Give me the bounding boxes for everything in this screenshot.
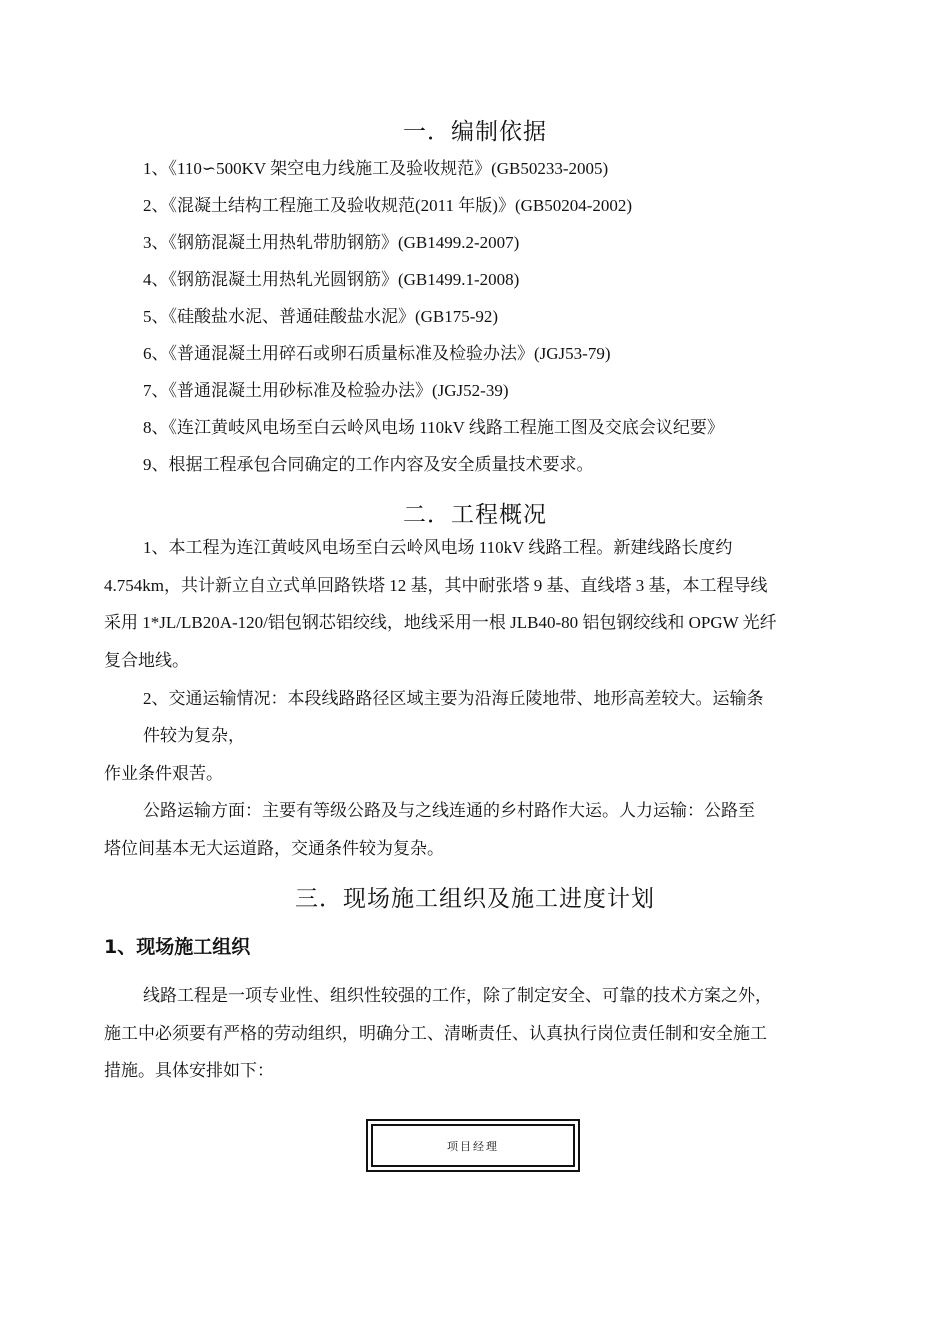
org-chart-box-inner-border <box>371 1124 575 1167</box>
org-chart-project-manager-box <box>366 1119 580 1172</box>
section-title-overview: 二．工程概况 <box>403 502 547 528</box>
organization-p1-line-3: 措施。具体安排如下： <box>104 1061 274 1080</box>
overview-p3-line-1: 公路运输方面：主要有等级公路及与之线连通的乡村路作大运。人力运输：公路至 <box>143 801 755 820</box>
overview-p2-line-3: 作业条件艰苦。 <box>104 764 223 783</box>
basis-item-2: 2、《混凝土结构工程施工及验收规范(2011 年版)》(GB50204-2002) <box>143 196 633 215</box>
overview-p1-line-3: 采用 1*JL/LB20A-120/铝包钢芯铝绞线，地线采用一根 JLB40-80 铝包钢绞线和 OPGW 光纤 <box>104 613 777 632</box>
basis-item-3: 3、《钢筋混凝土用热轧带肋钢筋》(GB1499.2-2007) <box>143 233 520 252</box>
basis-item-5: 5、《硅酸盐水泥、普通硅酸盐水泥》(GB175-92) <box>143 307 499 326</box>
organization-p1-line-2: 施工中必须要有严格的劳动组织，明确分工、清晰责任、认真执行岗位责任制和安全施工 <box>104 1024 767 1043</box>
overview-p1-line-1: 1、本工程为连江黄岐风电场至白云岭风电场 110kV 线路工程。新建线路长度约 <box>143 538 733 557</box>
basis-item-1: 1、《110∽500KV 架空电力线施工及验收规范》(GB50233-2005) <box>143 159 609 178</box>
basis-item-7: 7、《普通混凝土用砂标准及检验办法》(JGJ52-39) <box>143 381 509 400</box>
overview-p3-line-2: 塔位间基本无大运道路，交通条件较为复杂。 <box>104 839 444 858</box>
organization-p1-line-1: 线路工程是一项专业性、组织性较强的工作，除了制定安全、可靠的技术方案之外， <box>143 986 772 1005</box>
org-chart-project-manager-label: 项目经理 <box>447 1139 499 1153</box>
overview-p2-line-2: 件较为复杂， <box>143 726 245 745</box>
subsection-title-site-organization: 1、现场施工组织 <box>104 936 251 958</box>
overview-p1-line-2: 4.754km，共计新立自立式单回路铁塔 12 基，其中耐张塔 9 基、直线塔 3 基，本工程导线 <box>104 576 768 595</box>
overview-p1-line-4: 复合地线。 <box>104 651 189 670</box>
section-title-organization: 三．现场施工组织及施工进度计划 <box>295 886 655 912</box>
basis-item-4: 4、《钢筋混凝土用热轧光圆钢筋》(GB1499.1-2008) <box>143 270 520 289</box>
basis-item-6: 6、《普通混凝土用碎石或卵石质量标准及检验办法》(JGJ53-79) <box>143 344 611 363</box>
section-title-basis: 一．编制依据 <box>403 119 547 145</box>
overview-p2-line-1: 2、交通运输情况：本段线路路径区域主要为沿海丘陵地带、地形高差较大。运输条 <box>143 689 764 708</box>
basis-item-8: 8、《连江黄岐风电场至白云岭风电场 110kV 线路工程施工图及交底会议纪要》 <box>143 418 724 437</box>
basis-item-9: 9、根据工程承包合同确定的工作内容及安全质量技术要求。 <box>143 455 594 474</box>
